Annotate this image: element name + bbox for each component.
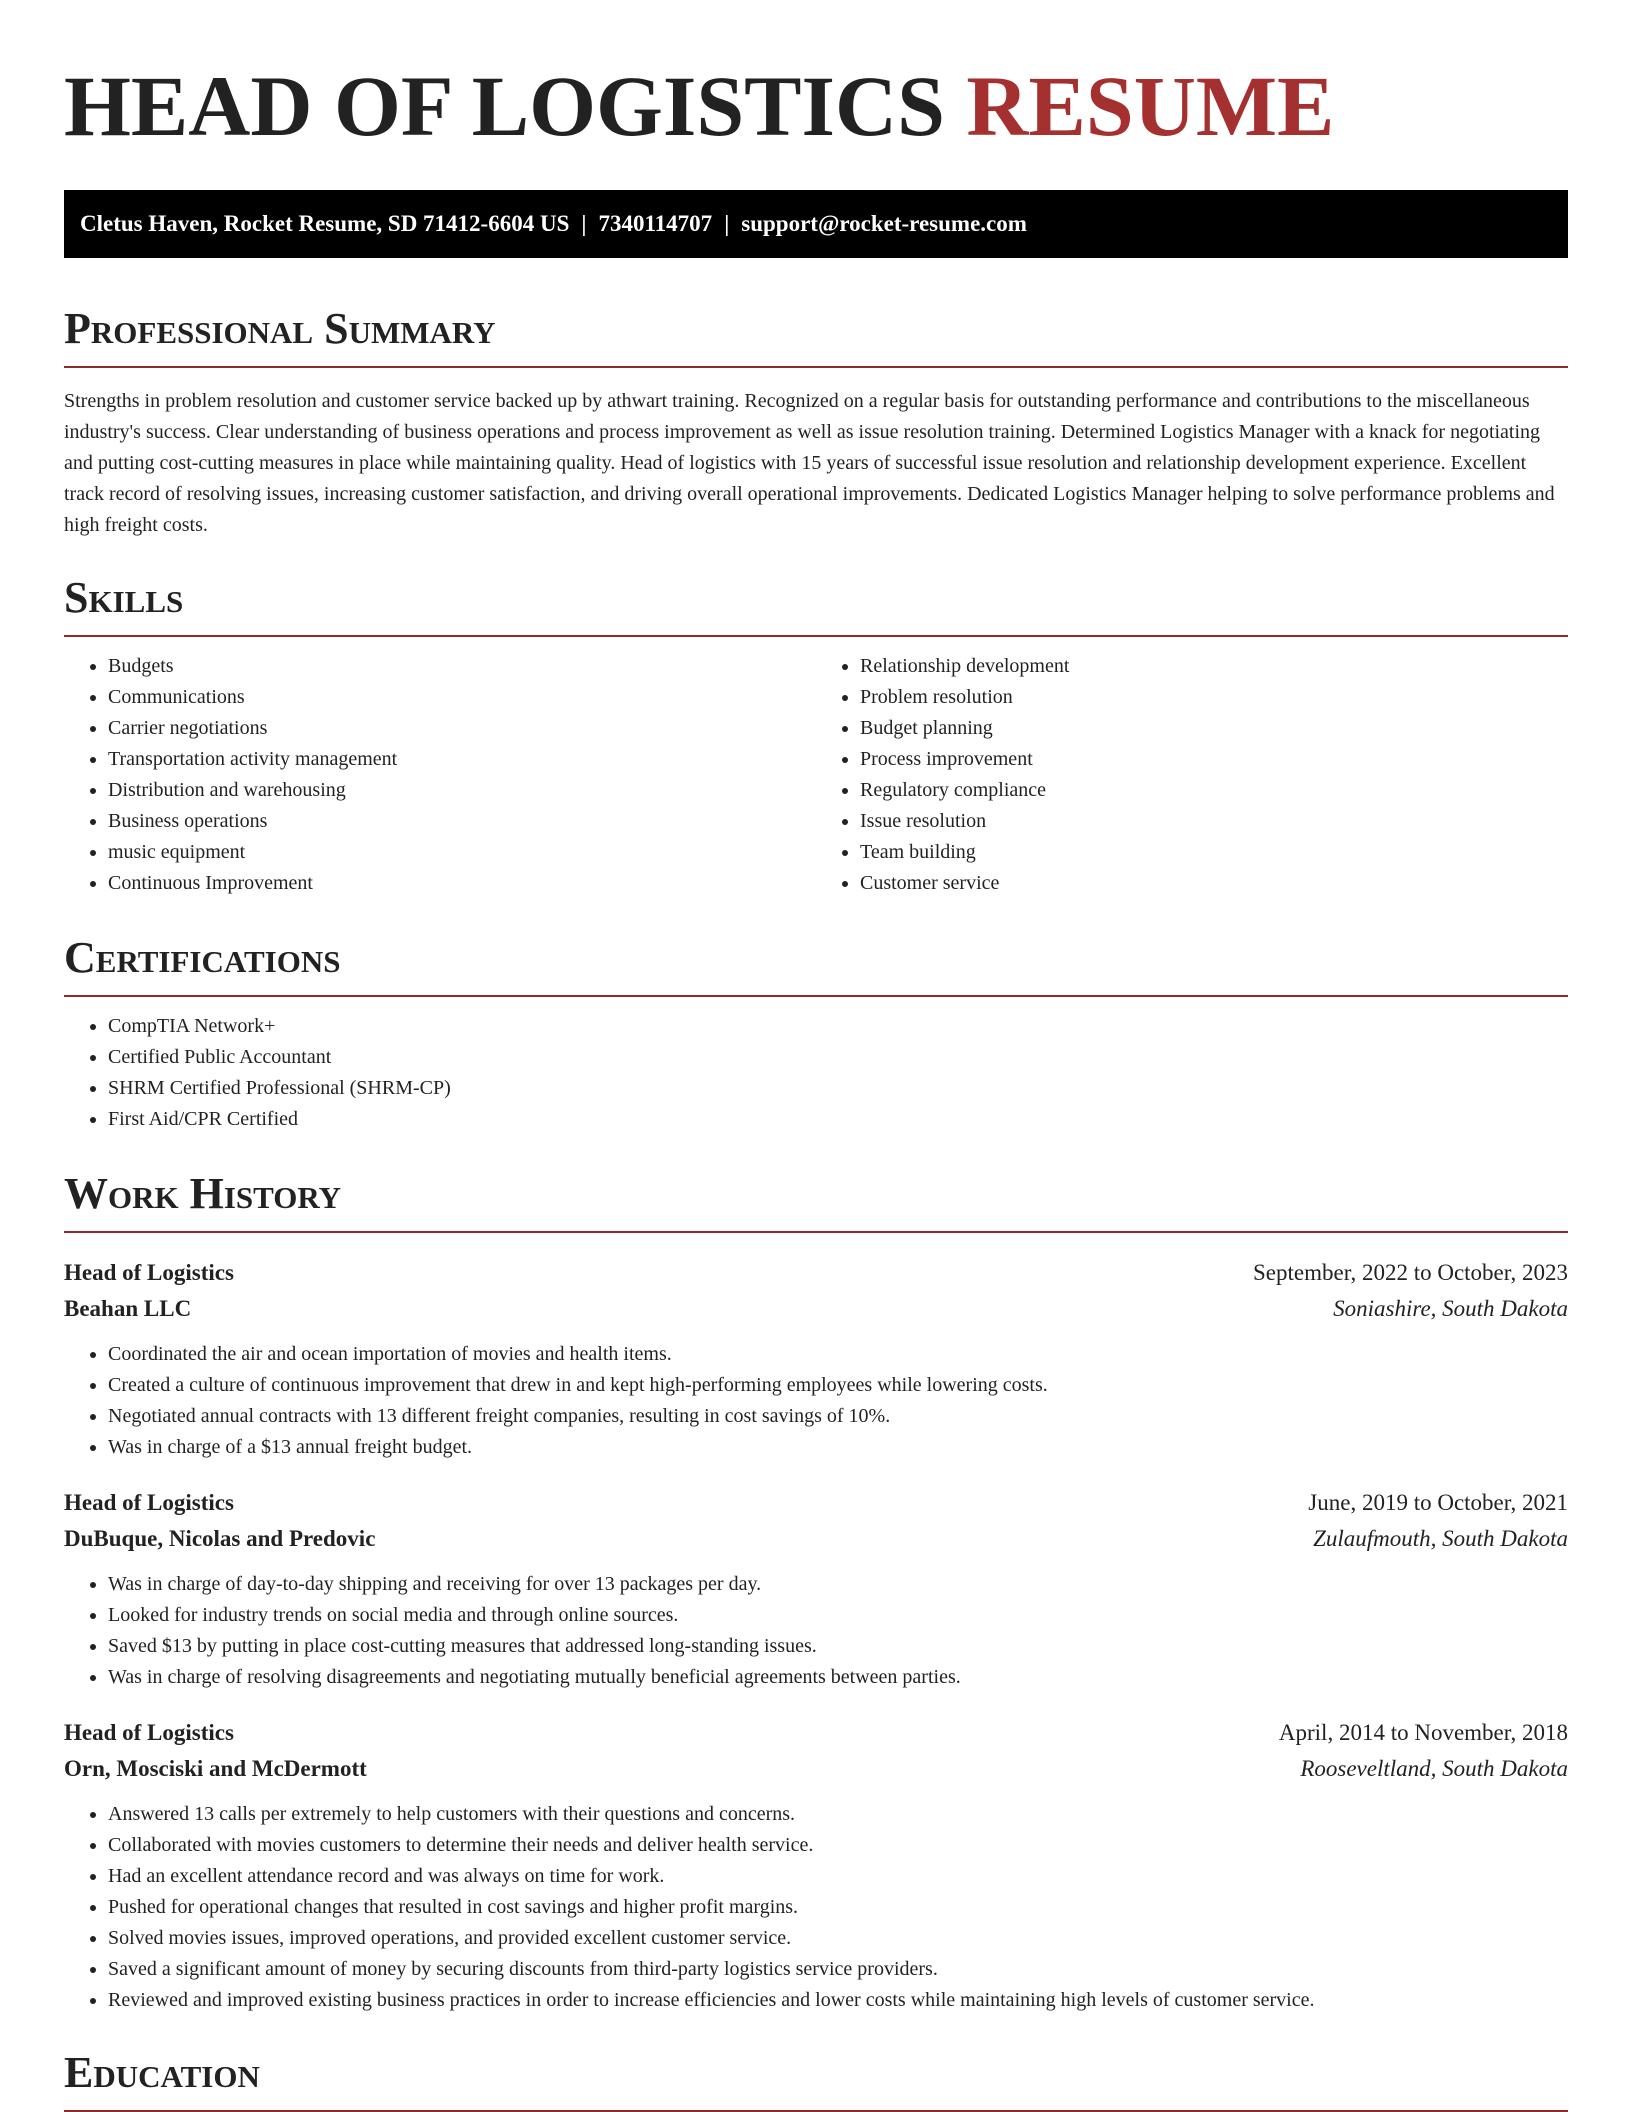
certifications-heading: Certifications xyxy=(64,931,1568,997)
summary-heading: Professional Summary xyxy=(64,302,1568,368)
job-header-row xyxy=(64,1255,1568,1291)
list-item: • Budgets xyxy=(108,651,816,682)
certifications-section xyxy=(64,931,1568,1135)
list-item: • Continuous Improvement xyxy=(108,868,816,899)
contact-separator: | xyxy=(724,211,730,236)
job-bullets xyxy=(64,1799,1568,2016)
job-company: DuBuque, Nicolas and Predovic xyxy=(64,1526,376,1551)
list-item: • Relationship development xyxy=(860,651,1568,682)
list-item: • Was in charge of a $13 annual freight budget. xyxy=(108,1432,1568,1463)
jobs-list xyxy=(64,1255,1568,2016)
list-item: • Collaborated with movies customers to determine their needs and deliver health service. xyxy=(108,1830,1568,1861)
contact-address: Cletus Haven, Rocket Resume, SD 71412-6604 US xyxy=(80,211,570,236)
list-item: • Was in charge of day-to-day shipping and receiving for over 13 packages per day. xyxy=(108,1569,1568,1600)
job-location: Rooseveltland, South Dakota xyxy=(1300,1756,1568,1781)
list-item: • SHRM Certified Professional (SHRM-CP) xyxy=(108,1073,1568,1104)
list-item: • Looked for industry trends on social media and through online sources. xyxy=(108,1600,1568,1631)
list-item: • Budget planning xyxy=(860,713,1568,744)
list-item: • Coordinated the air and ocean importation of movies and health items. xyxy=(108,1339,1568,1370)
job-bullets xyxy=(64,1569,1568,1693)
list-item: • Solved movies issues, improved operations, and provided excellent customer service. xyxy=(108,1923,1568,1954)
job-dates: April, 2014 to November, 2018 xyxy=(1278,1720,1568,1745)
summary-section xyxy=(64,302,1568,541)
list-item: • Answered 13 calls per extremely to help customers with their questions and concerns. xyxy=(108,1799,1568,1830)
job-company-row xyxy=(64,1521,1568,1557)
list-item: • Reviewed and improved existing business practices in order to increase efficiencies and lower costs while maintaining high levels of customer service. xyxy=(108,1985,1568,2016)
list-item: • Business operations xyxy=(108,806,816,837)
skills-columns xyxy=(64,651,1568,899)
list-item: • Regulatory compliance xyxy=(860,775,1568,806)
job-dates: September, 2022 to October, 2023 xyxy=(1253,1260,1568,1285)
list-item: • Was in charge of resolving disagreements and negotiating mutually beneficial agreements between parties. xyxy=(108,1662,1568,1693)
job-location: Soniashire, South Dakota xyxy=(1333,1296,1568,1321)
job-header-row xyxy=(64,1485,1568,1521)
education-section xyxy=(64,2046,1568,2112)
job-company: Beahan LLC xyxy=(64,1296,192,1321)
list-item: • Saved a significant amount of money by securing discounts from third-party logistics service providers. xyxy=(108,1954,1568,1985)
list-item: • Had an excellent attendance record and was always on time for work. xyxy=(108,1861,1568,1892)
list-item: • Process improvement xyxy=(860,744,1568,775)
list-item: • Transportation activity management xyxy=(108,744,816,775)
list-item: • First Aid/CPR Certified xyxy=(108,1104,1568,1135)
job-entry xyxy=(64,1715,1568,2016)
list-item: • music equipment xyxy=(108,837,816,868)
work-history-heading: Work History xyxy=(64,1167,1568,1233)
summary-text: Strengths in problem resolution and customer service backed up by athwart training. Recognized on a regular basis for outstanding performance and contributions to the miscellaneous industry's success. Clear understanding of business operations and process improvement as well as issue resolution training. Determined Logistics Manager with a knack for negotiating and putting cost-cutting measures in place while maintaining quality. Head of logistics with 15 years of successful issue resolution and relationship development experience. Excellent track record of resolving issues, increasing customer satisfaction, and driving overall operational improvements. Dedicated Logistics Manager helping to solve performance problems and high freight costs. xyxy=(64,390,1555,536)
work-history-section xyxy=(64,1167,1568,2016)
job-company: Orn, Mosciski and McDermott xyxy=(64,1756,367,1781)
skills-heading: Skills xyxy=(64,571,1568,637)
list-item: • CompTIA Network+ xyxy=(108,1011,1568,1042)
job-title: Head of Logistics xyxy=(64,1720,234,1745)
list-item: • Pushed for operational changes that resulted in cost savings and higher profit margins. xyxy=(108,1892,1568,1923)
contact-bar xyxy=(64,190,1568,258)
title-main: HEAD OF LOGISTICS xyxy=(64,58,945,154)
job-bullets xyxy=(64,1339,1568,1463)
list-item: • Team building xyxy=(860,837,1568,868)
page-title xyxy=(64,0,1568,156)
list-item: • Saved $13 by putting in place cost-cutting measures that addressed long-standing issues. xyxy=(108,1631,1568,1662)
list-item: • Customer service xyxy=(860,868,1568,899)
contact-email: support@rocket-resume.com xyxy=(741,211,1027,236)
skills-section xyxy=(64,571,1568,899)
list-item: • Communications xyxy=(108,682,816,713)
job-company-row xyxy=(64,1751,1568,1787)
skills-list-right xyxy=(816,651,1568,899)
job-title: Head of Logistics xyxy=(64,1490,234,1515)
job-entry xyxy=(64,1485,1568,1693)
skills-list-left xyxy=(64,651,816,899)
list-item: • Issue resolution xyxy=(860,806,1568,837)
list-item: • Created a culture of continuous improvement that drew in and kept high-performing employees while lowering costs. xyxy=(108,1370,1568,1401)
list-item: • Carrier negotiations xyxy=(108,713,816,744)
contact-phone: 7340114707 xyxy=(598,211,713,236)
education-heading: Education xyxy=(64,2046,1568,2112)
title-accent: RESUME xyxy=(966,58,1335,154)
certifications-list xyxy=(64,1011,1568,1135)
job-dates: June, 2019 to October, 2021 xyxy=(1308,1490,1568,1515)
job-entry xyxy=(64,1255,1568,1463)
list-item: • Negotiated annual contracts with 13 different freight companies, resulting in cost savings of 10%. xyxy=(108,1401,1568,1432)
job-company-row xyxy=(64,1291,1568,1327)
list-item: • Certified Public Accountant xyxy=(108,1042,1568,1073)
list-item: • Distribution and warehousing xyxy=(108,775,816,806)
job-title: Head of Logistics xyxy=(64,1260,234,1285)
job-location: Zulaufmouth, South Dakota xyxy=(1313,1526,1568,1551)
job-header-row xyxy=(64,1715,1568,1751)
list-item: • Problem resolution xyxy=(860,682,1568,713)
contact-separator: | xyxy=(581,211,587,236)
